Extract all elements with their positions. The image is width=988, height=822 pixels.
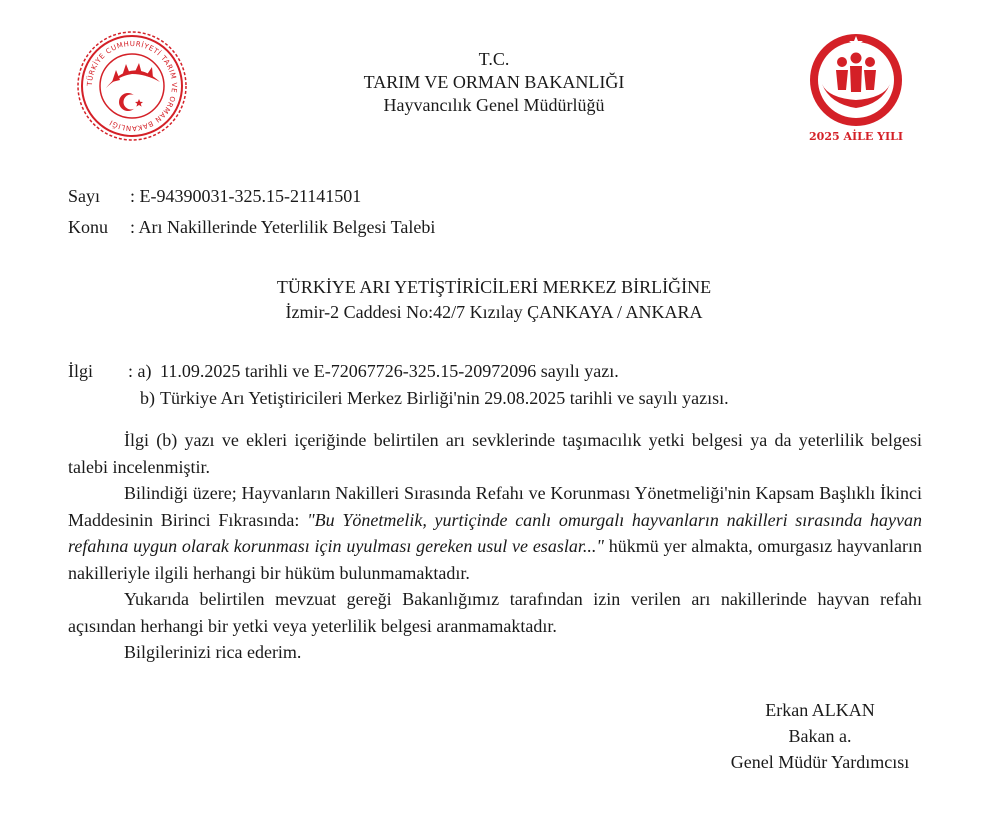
- header-ministry: TARIM VE ORMAN BAKANLIĞI: [363, 72, 625, 92]
- family-year-logo: [800, 28, 912, 148]
- recipient-address: İzmir-2 Caddesi No:42/7 Kızılay ÇANKAYA / ANKARA: [285, 302, 703, 322]
- ilgi-b-text: Türkiye Arı Yetiştiricileri Merkez Birliği'nin 29.08.2025 tarihli ve sayılı yazısı.: [160, 388, 729, 408]
- ilgi-label: İlgi: [68, 361, 93, 381]
- paragraph-4: Bilgilerinizi rica ederim.: [124, 642, 302, 662]
- svg-text:TÜRKİYE CUMHURİYETİ TARIM VE O: TÜRKİYE CUMHURİYETİ TARIM VE ORMAN BAKANLIĞI: [85, 39, 179, 133]
- signatory-name: Erkan ALKAN: [765, 700, 875, 720]
- ilgi-a-row: [0, 361, 988, 385]
- konu-label: Konu: [68, 217, 108, 237]
- paragraph-2: Bilindiği üzere; Hayvanların Nakilleri Sırasında Refahı ve Korunması Yönetmeliği'nin Kapsam Başlıklı İkinci Maddesinin Birinci Fıkrasında: "Bu Yönetmelik, yurtiçinde canlı omurgalı hayvanların nakilleri sırasında hayvan refahına uygun olarak korunması için uyulması gereken usul ve esaslar..." hükmü yer almakta, omurgasız hayvanların nakilleriyle ilgili herhangi bir hüküm bulunmamaktadır.: [68, 483, 922, 583]
- regulation-quote: "Bu Yönetmelik, yurtiçinde canlı omurgalı hayvanların nakilleri sırasında hayvan refahına uygun olarak korunması için uyulması gereken usul ve esaslar...": [68, 509, 922, 556]
- sayi-value: : E-94390031-325.15-21141501: [130, 186, 362, 206]
- header-directorate: Hayvancılık Genel Müdürlüğü: [383, 95, 605, 115]
- konu-value: : Arı Nakillerinde Yeterlilik Belgesi Talebi: [130, 217, 436, 237]
- header-tc: T.C.: [478, 49, 510, 69]
- sayi-row: [0, 186, 988, 210]
- paragraph-1: İlgi (b) yazı ve ekleri içeriğinde belirtilen arı sevklerinde taşımacılık yetki belgesi ya da yeterlilik belgesi talebi incelenmiştir.: [68, 430, 922, 477]
- ilgi-a-text: 11.09.2025 tarihli ve E-72067726-325.15-20972096 sayılı yazı.: [160, 361, 619, 381]
- family-year-label: 2025 AİLE YILI: [809, 130, 903, 143]
- recipient-name: TÜRKİYE ARI YETİŞTİRİCİLERİ MERKEZ BİRLİĞİNE: [276, 277, 712, 297]
- ilgi-a-prefix: : a): [128, 361, 152, 381]
- ilgi-b-row: [0, 388, 988, 412]
- signatory-title: Genel Müdür Yardımcısı: [730, 752, 910, 772]
- konu-row: [0, 217, 988, 241]
- paragraph-3: Yukarıda belirtilen mevzuat gereği Bakanlığımız tarafından izin verilen arı nakillerinde hayvan refahı açısından herhangi bir yetki veya yeterlilik belgesi aranmamaktadır.: [68, 589, 922, 636]
- signature-block: [700, 697, 940, 775]
- ilgi-b-prefix: b): [140, 388, 155, 408]
- letter-body: [68, 427, 922, 666]
- sayi-label: Sayı: [68, 186, 101, 206]
- recipient-block: [0, 275, 988, 325]
- signatory-on-behalf: Bakan a.: [788, 726, 852, 746]
